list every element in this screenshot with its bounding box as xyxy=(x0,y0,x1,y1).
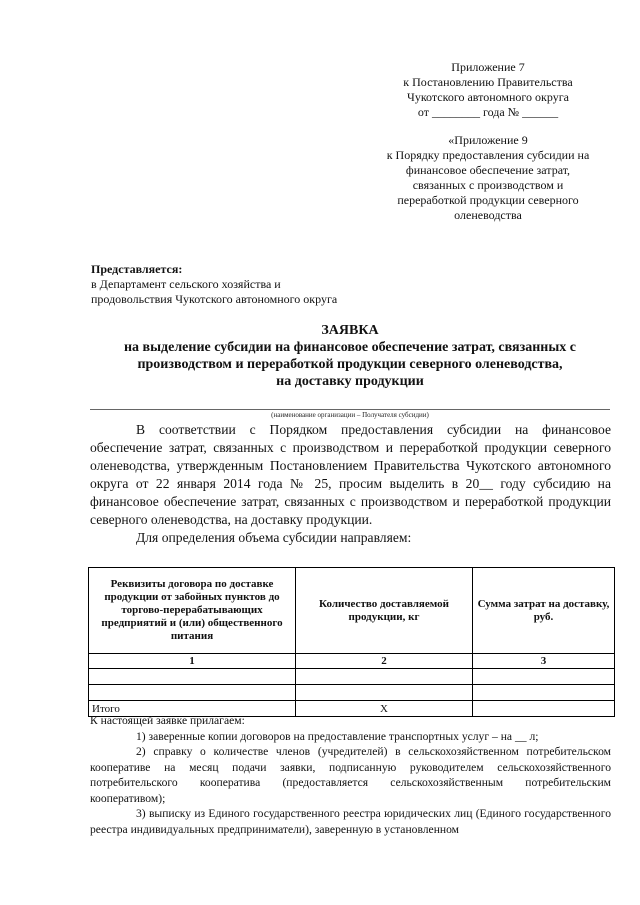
list-item: 1) заверенные копии договоров на предоставление транспортных услуг – на __ л; xyxy=(136,729,539,743)
attachments-intro: К настоящей заявке прилагаем: xyxy=(90,714,245,727)
table-row xyxy=(89,685,615,701)
table-header-row xyxy=(89,568,615,654)
addressee-line: продовольствия Чукотского автономного округа xyxy=(91,292,338,306)
table-cell xyxy=(89,685,296,701)
title-line: на доставку продукции xyxy=(276,374,424,389)
organization-caption: (наименование организации – Получателя субсидии) xyxy=(271,411,429,419)
table-cell xyxy=(296,685,473,701)
table-cell xyxy=(473,685,615,701)
table-cell xyxy=(473,669,615,685)
appendix-9-line: переработкой продукции северного xyxy=(397,193,579,207)
table-header-cell: Количество доставляемой продукции, кг xyxy=(296,568,473,654)
list-item: 3) выписку из Единого государственного реестра юридических лиц (Единого государственного реестра индивидуальных предприниматели), заверенную в установленном xyxy=(90,807,611,836)
list-item: 2) справку о количестве членов (учредителей) в сельскохозяйственном потребительском кооперативе на месяц подачи заявки, подписанную руководителем сельскохозяйственного потребительского кооператива (предоставляется сельскохозяйственным потребительским кооперативом); xyxy=(90,745,611,805)
table-cell: 1 xyxy=(89,654,296,669)
appendix-7-line: Приложение 7 xyxy=(451,60,525,74)
table-cell xyxy=(296,669,473,685)
appendix-9-line: связанных с производством и xyxy=(412,178,564,192)
attachments-block xyxy=(90,713,611,837)
body-paragraph: В соответствии с Порядком предоставления субсидии на финансовое обеспечение затрат, связанных с производством и переработкой продукции северного оленеводства, утвержденным Постановлением Правительства Чукотского автономного округа от 22 января 2014 года № 25, просим выделить в 20__ году субсидию на финансовое обеспечение затрат, связанных с производством и переработкой продукции северного оленеводства, на доставку продукции. xyxy=(90,422,611,527)
addressee-label: Представляется: xyxy=(91,262,183,276)
table-cell: Итого xyxy=(89,701,296,717)
table-cell: 3 xyxy=(473,654,615,669)
title-line: на выделение субсидии на финансовое обеспечение затрат, связанных с xyxy=(123,340,577,355)
appendix-7-line: Чукотского автономного округа xyxy=(407,90,569,104)
table-row xyxy=(89,669,615,685)
table-cell: 2 xyxy=(296,654,473,669)
appendix-7-line: от ________ года № ______ xyxy=(417,105,559,119)
appendix-9-line: финансовое обеспечение затрат, xyxy=(405,163,571,177)
table-header-cell: Сумма затрат на доставку, руб. xyxy=(473,568,615,654)
table-row xyxy=(89,654,615,669)
subsidy-table xyxy=(88,567,615,717)
appendix-9-line: к Порядку предоставления субсидии на xyxy=(386,148,590,162)
appendix-7-header xyxy=(370,60,606,120)
appendix-9-line: оленеводства xyxy=(454,208,522,222)
appendix-9-line: «Приложение 9 xyxy=(448,133,528,147)
title-line: ЗАЯВКА xyxy=(321,323,379,338)
request-body xyxy=(90,421,611,547)
table-cell: Х xyxy=(296,701,473,717)
addressee-line: в Департамент сельского хозяйства и xyxy=(91,277,281,291)
body-paragraph: Для определения объема субсидии направляем: xyxy=(136,530,412,545)
appendix-9-header xyxy=(370,133,606,223)
document-title xyxy=(90,322,610,390)
title-line: производством и переработкой продукции северного оленеводства, xyxy=(137,357,563,372)
table-header-cell: Реквизиты договора по доставке продукции от забойных пунктов до торгово-перерабатывающих предприятий и (или) общественного питания xyxy=(89,568,296,654)
addressee-block xyxy=(91,262,337,307)
table-cell xyxy=(89,669,296,685)
organization-name-line xyxy=(90,409,610,410)
appendix-7-line: к Постановлению Правительства xyxy=(403,75,573,89)
